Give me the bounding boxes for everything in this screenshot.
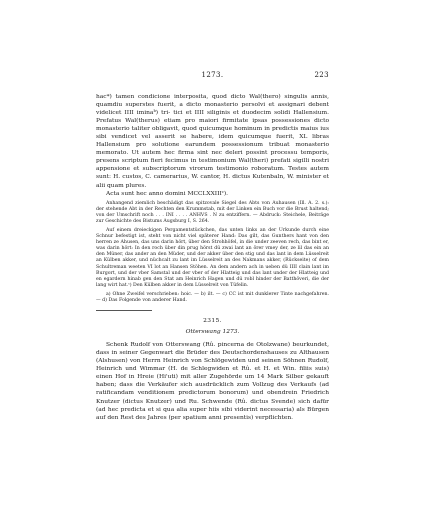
attachment-description: Auf einem dreieckigen Pergamentstückchen, das unten links an der Urkunde durch eine Schnur befestigt ist, steht von nicht viel späterer Hand: Das gilt, das Gunthers hant von den herren ze Ahusen, das uns darin hört, über den Strohhöfel, in die under zeeven rech, das bint er, was darin hört: In den roch über din prug hörst dü zwai lant an ôrer vmey der, ze lil das ein an den Müner, das ander an den Müder, und der akker über den stig und das lant in dem Lüsselreit an Külben akker, und nüchcalt zu lant im Lüsselreit an des Nakmans akker, (Rückseite) of dem Schultreman weeten VI lot an Hansen Stöhen. An dem andern ach in ueben dü IIII clain lant im Burgort, und der vber Samstal und der vber of der Hlatteig und das lant under der Hlatteig und en egardern hinab gen den Stat am Heinrich Hagen und dü robl hinder der Batthöveri, die der lang wirt hat.ᶜ) Den Külben akker in dem Lüsselreit von Tüfelin. <box>96 227 329 288</box>
header-year: 1273. <box>201 71 224 79</box>
regest-paragraph: Schenk Rudolf von Otterswang (Rû. pincerna de Otolzwane) beurkundet, dass in seiner Gegenwart die Brüder des Deutschordenshauses zu Althausen (Alshusen) von Herrn Heinrich von Schlögewiden und seinen Söhnen Rudolf, Heinrich und Wimmar (H. de Schlegwiden et Rû. et H. et Win. filiis suis) einen Hof in Hreie (Hi'uti) mit aller Zugehörde um 14 Mark Silber gekauft haben; dass die Verkäufer sich ausdrücklich zum Vollzug des Verkaufs (ad ratificandam venditionem predictorum bonorum) und obendrein Friedrich Knutzer (dictus Knutzer) und Ru. Schwende (Rû. dictus Svende) sich dafür (ad hec predicta et si qua alia super hiis sibi viderint necessaria) als Bürgen auf den Rest des Jahres (per spatium anni presentis) verpflichten. <box>96 342 329 421</box>
footnotes <box>96 292 329 304</box>
main-text-paragraph: hac*) tamen condicione interposita, quod dicto Wal(thero) singulis annis, quamdiu superstes fuerit, a dicto monasterio persolvi et assignari debent videlicet IIII iminaᵇ) tri- tici et IIII siliginis et duodecim solidi Hallensium. Prefatus Wal(therus) etiam pro maiori firmitate ipsas possessiones dicto monasterio taliter obligavit, quod quicumque hominum in predictis maius ius sibi vendicet vel asserit se habere, idem quicumque fuerit, XL libras Hallensium pro solutione earundem possessionum tribuat monasterio memorato. Ut autem hec firma sint nec deleri possint processu temporis, presens scriptum fieri fecimus in testimonium Wal(theri) prefati sigilli nostri appensione et subscriptorum virorum testimonio roboratum. Testes autem sunt: H. custos, C. camerarius, W. cantor, H. dictus Kutenbaln, W. minister et alii quam plures. <box>96 94 329 189</box>
document-number: 2315. <box>203 318 222 325</box>
page-body <box>96 93 329 422</box>
page-number: 223 <box>314 71 329 79</box>
signoff-line: Acta sunt hec anno domini MCCLXXIIIᶜ). <box>106 190 228 197</box>
document-place-date: Otterswang 1273. <box>185 329 240 336</box>
section-divider <box>96 310 152 311</box>
seal-description: Anhangend ziemlich beschädigt das spitzovale Siegel des Abts von Auhausen (Ill. A. 2. s.): der stehende Abt in der Rechten den Krummstab, mit der Linken ein Buch vor die Brust haltend; von der Umschrift noch . . . INI . . . . ANHVS . N zu entziffern. — Abdruck: Steichele, Beiträge zur Geschichte des Bistums Augsburg I, S. 264. <box>96 200 329 224</box>
apparatus-section <box>96 201 329 305</box>
footnote-line: a) Ohne Zweifel verschrieben: hoic. — b) ilt. — c) CC ist mit dunklerer Tinte nachgefahren. — d) Das Folgende von anderer Hand. <box>96 291 329 304</box>
running-header <box>96 71 329 81</box>
